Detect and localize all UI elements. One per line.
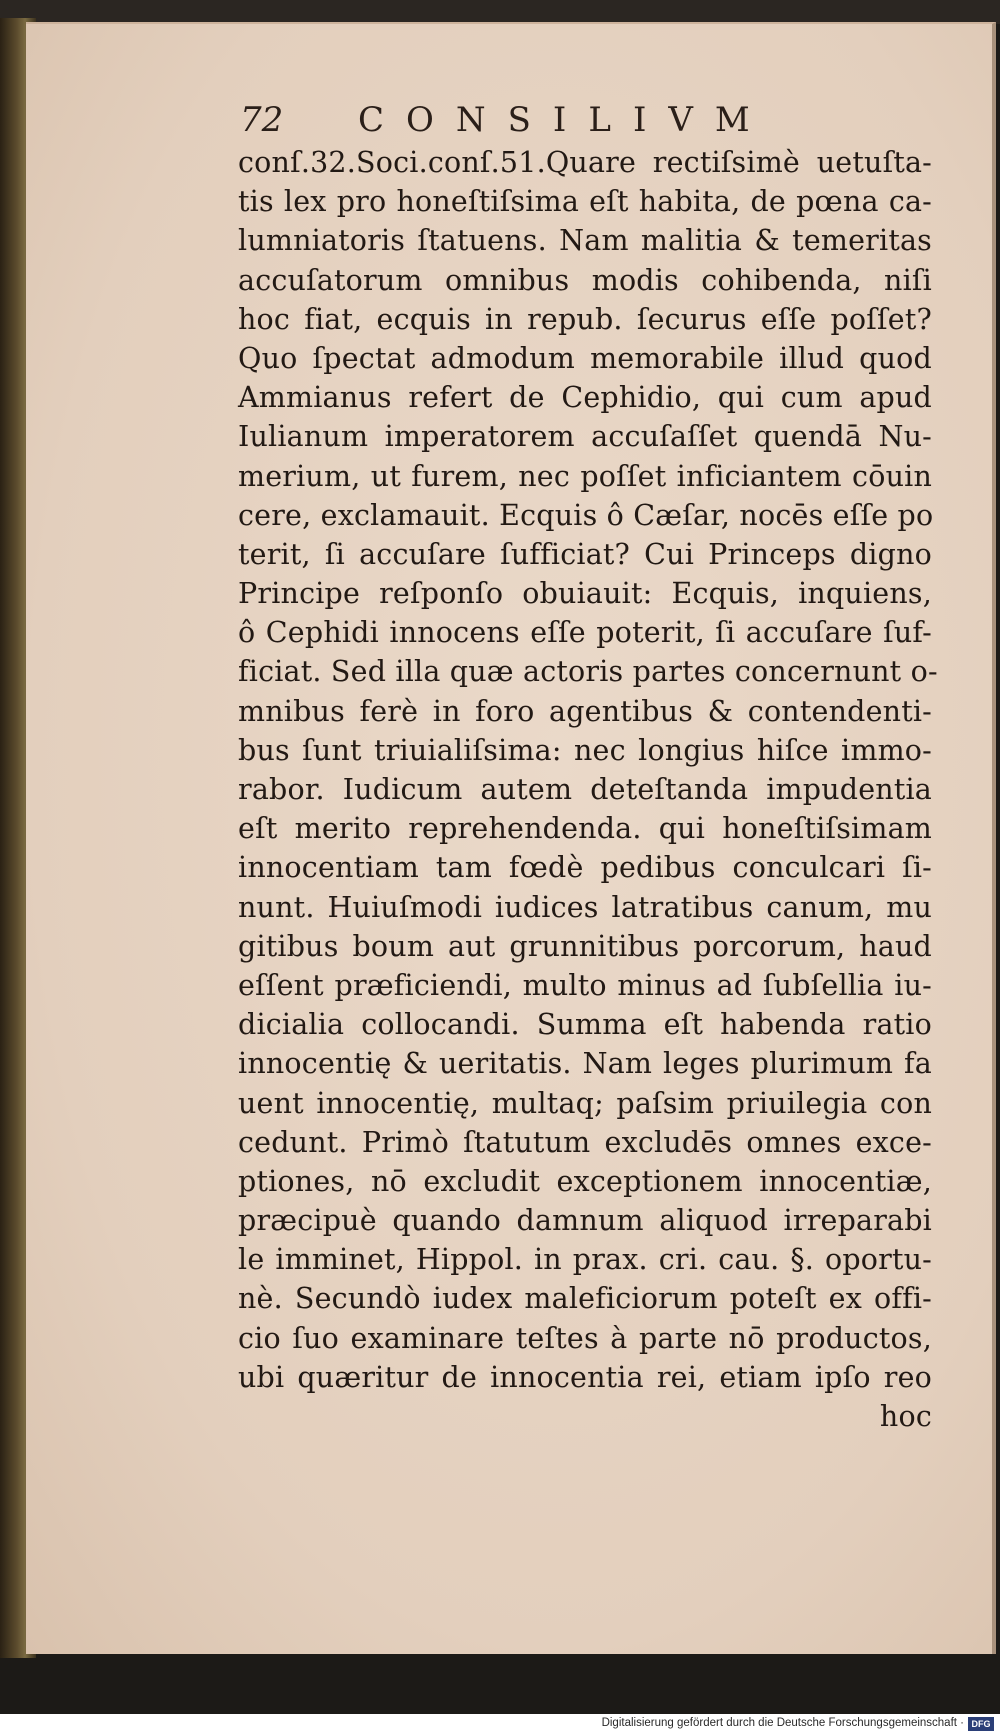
text-line: Iulianum imperatorem accuſaſſet quendā Nu- [238,420,932,454]
text-line: ptiones, nō excludit exceptionem innocentiæ, [238,1164,932,1198]
text-line: cere, exclamauit. Ecquis ô Cæſar, nocēs eſſe po [238,498,934,532]
text-line: terit, ſi accuſare ſufficiat? Cui Princeps digno [238,537,932,571]
body-text [238,143,938,1436]
catchword: hoc [879,1400,932,1433]
text-line: Principe reſponſo obuiauit: Ecquis, inquiens, [238,577,932,611]
folio-number: 72 [240,100,284,140]
text-line: eſt merito reprehendenda. qui honeſtiſsimam [238,812,932,846]
text-line: nè. Secundò iudex maleficiorum poteſt ex offi- [238,1282,932,1316]
text-line: eſſent præficiendi, multo minus ad ſubſellia iu- [238,968,932,1002]
text-line: ficiat. Sed illa quæ actoris partes concernunt o- [238,655,938,689]
text-line: innocentię & ueritatis. Nam leges plurimum fa [238,1047,932,1081]
text-line: innocentiam tam fœdè pedibus conculcari ſi- [238,851,932,885]
scan-top-band [0,0,1000,24]
digitization-footer [0,1714,1000,1734]
text-line: cedunt. Primò ſtatutum excludēs omnes exce- [238,1125,932,1159]
text-line: ô Cephidi innocens eſſe poterit, ſi accuſare ſuf- [238,616,932,650]
text-line: præcipuè quando damnum aliquod irreparabi [238,1204,932,1238]
text-line: accuſatorum omnibus modis cohibenda, niſi [238,263,932,297]
text-line: nunt. Huiuſmodi iudices latratibus canum, mu [238,890,932,924]
text-line: Quo ſpectat admodum memorabile illud quod [238,341,932,375]
text-line: Ammianus refert de Cephidio, qui cum apud [238,381,932,415]
text-line: conſ.32.Soci.conſ.51.Quare rectiſsimè uetuſta- [238,146,932,179]
text-line: bus ſunt triuialiſsima: nec longius hiſce immo- [238,733,932,767]
text-line: tis lex pro honeſtiſsima eſt habita, de pœna ca- [238,185,932,219]
running-title: CONSILIVM [358,100,772,140]
text-line: dicialia collocandi. Summa eſt habenda ratio [238,1008,932,1042]
text-line: uent innocentię, multaq; paſsim priuilegia con [238,1086,932,1120]
dfg-logo-icon: DFG [968,1717,994,1731]
text-line: merium, ut furem, nec poſſet inficiantem cōuin [238,459,932,493]
text-line: mnibus ferè in foro agentibus & contendenti- [238,694,932,728]
text-line: cio ſuo examinare teſtes à parte nō productos, [238,1321,932,1355]
text-line: le imminet, Hippol. in prax. cri. cau. §. oportu- [238,1243,932,1277]
text-line: rabor. Iudicum autem deteſtanda impudentia [238,773,932,806]
text-line: lumniatoris ſtatuens. Nam malitia & temeritas [238,224,932,258]
text-line: hoc fiat, ecquis in repub. ſecurus eſſe poſſet? [238,302,932,336]
text-line: gitibus boum aut grunnitibus porcorum, haud [238,929,932,963]
text-line: ubi quæritur de innocentia rei, etiam ipſo reo [238,1360,932,1394]
funding-credit: Digitalisierung gefördert durch die Deutsche Forschungsgemeinschaft · [601,1717,964,1729]
